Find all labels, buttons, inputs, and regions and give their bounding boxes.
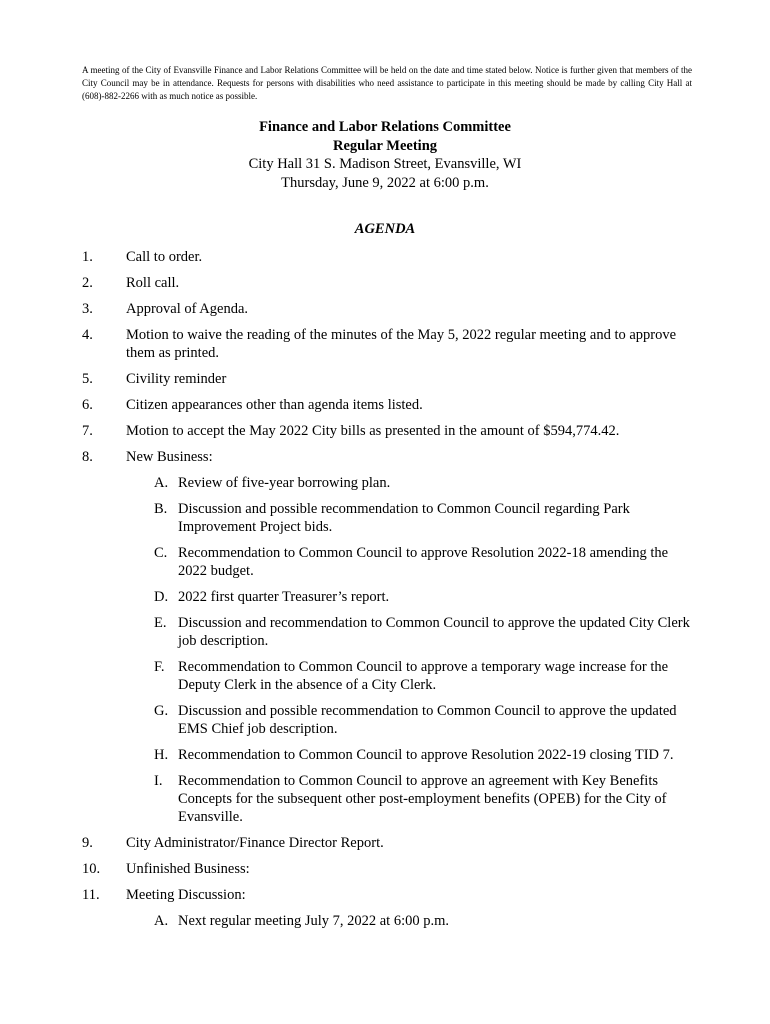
agenda-subitem-text: Recommendation to Common Council to approve Resolution 2022-18 amending the 2022 budget. xyxy=(178,545,669,579)
agenda-subitems xyxy=(82,474,692,826)
agenda-subitem-letter: A. xyxy=(154,913,169,929)
agenda-subitem-text: Discussion and recommendation to Common Council to approve the updated City Clerk job description. xyxy=(178,615,690,649)
agenda-subitem xyxy=(154,702,692,738)
agenda-subitem xyxy=(154,746,692,764)
agenda-subitem xyxy=(154,614,692,650)
agenda-subitem-text: 2022 first quarter Treasurer’s report. xyxy=(178,589,390,605)
agenda-item-text: Call to order. xyxy=(126,249,203,265)
agenda-item xyxy=(82,860,692,878)
agenda-item-text: New Business: xyxy=(126,449,213,465)
agenda-subitem-text: Review of five-year borrowing plan. xyxy=(178,475,391,491)
agenda-subitem-letter: H. xyxy=(154,747,169,763)
agenda-item-text: Approval of Agenda. xyxy=(126,301,249,317)
agenda-item xyxy=(82,396,692,414)
agenda-item-number: 11. xyxy=(82,887,100,903)
agenda-title: AGENDA xyxy=(354,221,416,237)
agenda-item-number: 1. xyxy=(82,249,93,265)
meeting-location: City Hall 31 S. Madison Street, Evansville, WI xyxy=(248,156,522,172)
agenda-item xyxy=(82,834,692,852)
agenda-subitem-text: Recommendation to Common Council to approve a temporary wage increase for the Deputy Clerk in the absence of a City Clerk. xyxy=(178,659,669,693)
committee-name: Finance and Labor Relations Committee xyxy=(259,119,511,135)
agenda-item-text: City Administrator/Finance Director Report. xyxy=(126,835,384,851)
agenda-item-number: 5. xyxy=(82,371,93,387)
agenda-subitem-letter: F. xyxy=(154,659,165,675)
agenda-subitem-letter: E. xyxy=(154,615,167,631)
agenda-subitem-letter: D. xyxy=(154,589,169,605)
agenda-subitem-text: Discussion and possible recommendation to Common Council regarding Park Improvement Project bids. xyxy=(178,501,630,535)
agenda-subitem xyxy=(154,544,692,580)
agenda-subitem-letter: C. xyxy=(154,545,168,561)
agenda-item xyxy=(82,448,692,466)
agenda-item xyxy=(82,300,692,318)
agenda-subitem-letter: I. xyxy=(154,773,163,789)
agenda-item xyxy=(82,370,692,388)
agenda-item xyxy=(82,274,692,292)
agenda-subitem xyxy=(154,912,692,930)
agenda-item xyxy=(82,248,692,266)
agenda-subitem xyxy=(154,588,692,606)
agenda-subitem-letter: A. xyxy=(154,475,169,491)
agenda-item-text: Roll call. xyxy=(126,275,180,291)
agenda-subitem xyxy=(154,658,692,694)
agenda-item-number: 7. xyxy=(82,423,93,439)
document-heading xyxy=(0,118,770,192)
agenda-subitem xyxy=(154,474,692,492)
agenda-subitem-text: Discussion and possible recommendation to Common Council to approve the updated EMS Chief job description. xyxy=(178,703,677,737)
agenda-item-text: Meeting Discussion: xyxy=(126,887,246,903)
agenda-subitem-text: Recommendation to Common Council to approve an agreement with Key Benefits Concepts for the subsequent other post-employment benefits (OPEB) for the City of Evansville. xyxy=(178,773,667,825)
agenda-subitem-text: Next regular meeting July 7, 2022 at 6:00 p.m. xyxy=(178,913,450,929)
agenda-subitem xyxy=(154,500,692,536)
agenda-item xyxy=(82,422,692,440)
agenda-item-number: 8. xyxy=(82,449,93,465)
agenda-item xyxy=(82,326,692,362)
agenda-subitem-letter: B. xyxy=(154,501,168,517)
meeting-datetime: Thursday, June 9, 2022 at 6:00 p.m. xyxy=(281,174,489,191)
agenda-item xyxy=(82,886,692,904)
meeting-type: Regular Meeting xyxy=(332,137,438,154)
agenda-item-number: 2. xyxy=(82,275,93,291)
agenda-item-text: Unfinished Business: xyxy=(126,861,250,877)
agenda-item-number: 6. xyxy=(82,397,93,413)
agenda-item-text: Citizen appearances other than agenda items listed. xyxy=(126,397,423,413)
agenda-subitem xyxy=(154,772,692,826)
agenda-item-text: Civility reminder xyxy=(126,371,227,387)
agenda-subitem-letter: G. xyxy=(154,703,169,719)
agenda-list xyxy=(82,240,692,930)
agenda-item-number: 10. xyxy=(82,861,101,877)
agenda-item-text: Motion to accept the May 2022 City bills as presented in the amount of $594,774.42. xyxy=(126,423,620,439)
agenda-item-number: 4. xyxy=(82,327,93,343)
agenda-item-number: 9. xyxy=(82,835,93,851)
agenda-item-number: 3. xyxy=(82,301,93,317)
agenda-subitem-text: Recommendation to Common Council to approve Resolution 2022-19 closing TID 7. xyxy=(178,747,674,763)
agenda-item-text: Motion to waive the reading of the minutes of the May 5, 2022 regular meeting and to approve them as printed. xyxy=(126,327,677,361)
meeting-notice: A meeting of the City of Evansville Finance and Labor Relations Committee will be held on the date and time stated below. Notice is further given that members of the City Council may be in attendance. Requests for persons with disabilities who need assistance to participate in this meeting should be made by calling City Hall at (608)-882-2266 with as much notice as possible. xyxy=(82,65,692,101)
agenda-subitems xyxy=(82,912,692,930)
